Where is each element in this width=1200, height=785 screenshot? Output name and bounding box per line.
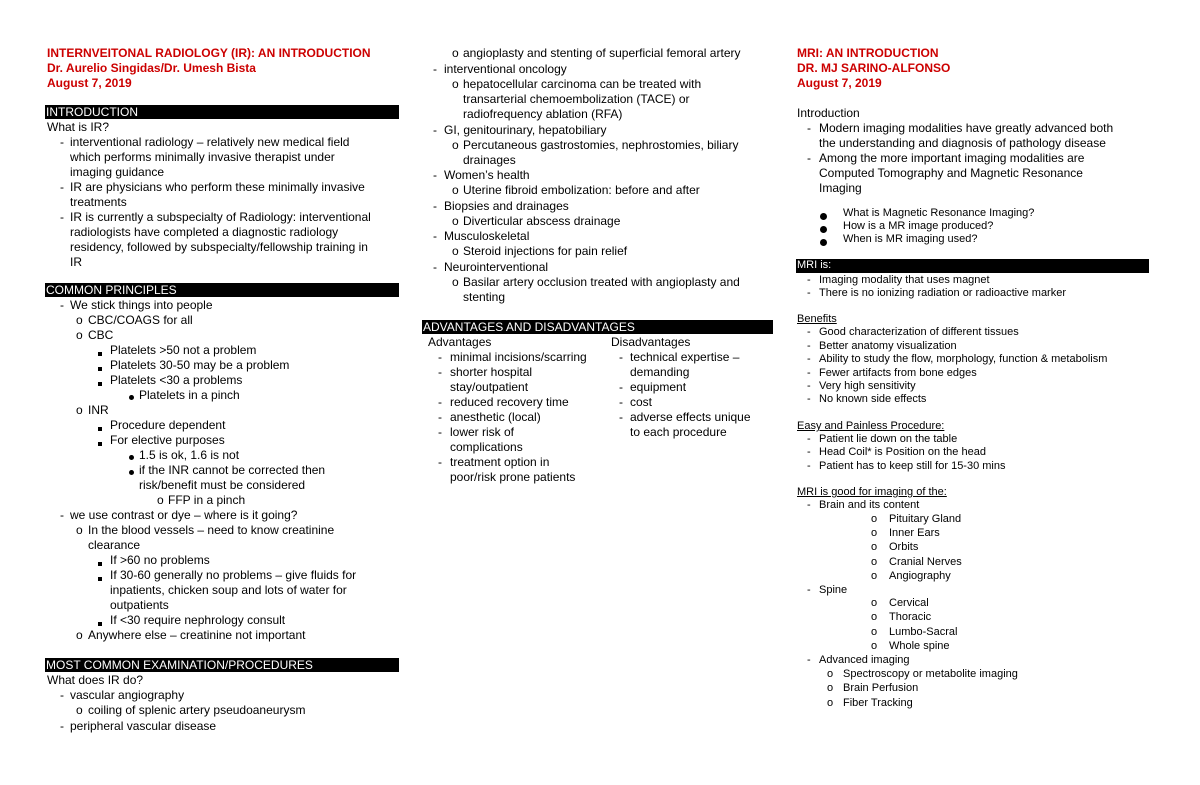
advantage-item: minimal incisions/scarring <box>450 350 587 364</box>
list-item: Patient lie down on the table <box>819 433 958 445</box>
dash-marker: - <box>60 180 64 194</box>
dash-marker: - <box>433 168 437 182</box>
question-item: How is a MR image produced? <box>843 220 994 232</box>
square-bullet-icon <box>98 345 102 360</box>
disadvantage-item: equipment <box>630 380 687 394</box>
list-item: We stick things into people <box>70 298 213 312</box>
dash-marker: - <box>60 210 64 224</box>
dash-marker: - <box>807 654 811 666</box>
list-item: Cranial Nerves <box>889 556 962 568</box>
circle-bullet-icon: o <box>452 138 459 152</box>
section-header-common-principles: COMMON PRINCIPLES <box>45 283 399 297</box>
list-item-cont: radiofrequency ablation (RFA) <box>463 107 623 121</box>
doc-title: INTERNVEITONAL RADIOLOGY (IR): AN INTRODUCTION <box>47 46 371 60</box>
section-header-mri-is: MRI is: <box>796 259 1149 273</box>
circle-bullet-icon: o <box>452 275 459 289</box>
advantage-item: reduced recovery time <box>450 395 569 409</box>
dash-marker: - <box>60 719 64 733</box>
list-item: Good characterization of different tissues <box>819 326 1019 338</box>
list-item: Whole spine <box>889 640 950 652</box>
list-item: Cervical <box>889 597 929 609</box>
list-item-cont: Imaging <box>819 181 862 195</box>
circle-bullet-icon: o <box>452 46 459 60</box>
list-item: Among the more important imaging modalities are <box>819 151 1085 165</box>
dash-marker: - <box>807 499 811 511</box>
square-bullet-icon <box>98 435 102 450</box>
dash-marker: - <box>807 584 811 596</box>
advantage-item-cont: poor/risk prone patients <box>450 470 576 484</box>
square-bullet-icon <box>98 420 102 435</box>
circle-bullet-icon: o <box>76 628 83 642</box>
square-bullet-icon <box>98 555 102 570</box>
dash-marker: - <box>60 688 64 702</box>
list-item: interventional radiology – relatively new medical field <box>70 135 350 149</box>
list-item: Platelets >50 not a problem <box>110 343 257 357</box>
list-item: Neurointerventional <box>444 260 549 274</box>
circle-bullet-icon: o <box>871 541 878 553</box>
list-item: CBC/COAGS for all <box>88 313 193 327</box>
list-item: peripheral vascular disease <box>70 719 217 733</box>
dash-marker: - <box>433 229 437 243</box>
circle-bullet-icon: o <box>871 570 878 582</box>
list-item: Platelets <30 a problems <box>110 373 243 387</box>
list-item-cont: transarterial chemoembolization (TACE) or <box>463 92 690 106</box>
dot-bullet-icon <box>129 449 134 464</box>
list-item: Fewer artifacts from bone edges <box>819 367 977 379</box>
list-item: angioplasty and stenting of superficial femoral artery <box>463 46 741 60</box>
disadvantages-title: Disadvantages <box>611 335 691 349</box>
dash-marker: - <box>438 350 442 364</box>
list-item: For elective purposes <box>110 433 225 447</box>
list-item: Musculoskeletal <box>444 229 530 243</box>
list-item-cont: radiologists have completed a diagnostic radiology <box>70 225 339 239</box>
dash-marker: - <box>619 350 623 364</box>
list-item: Steroid injections for pain relief <box>463 244 628 258</box>
list-item: Spectroscopy or metabolite imaging <box>843 668 1018 680</box>
square-bullet-icon <box>98 375 102 390</box>
advantage-item: treatment option in <box>450 455 550 469</box>
dash-marker: - <box>807 326 811 338</box>
dash-marker: - <box>807 274 811 286</box>
list-item: Brain and its content <box>819 499 920 511</box>
dash-marker: - <box>807 367 811 379</box>
list-item: If >60 no problems <box>110 553 210 567</box>
advantage-item: shorter hospital <box>450 365 533 379</box>
doc-date: August 7, 2019 <box>797 76 882 90</box>
advantage-item-cont: stay/outpatient <box>450 380 529 394</box>
dash-marker: - <box>619 395 623 409</box>
doc-authors: Dr. Aurelio Singidas/Dr. Umesh Bista <box>47 61 256 75</box>
list-item: Anywhere else – creatinine not important <box>88 628 306 642</box>
section-title-good-for: MRI is good for imaging of the: <box>797 486 947 498</box>
circle-bullet-icon: o <box>871 611 878 623</box>
section-header-exams: MOST COMMON EXAMINATION/PROCEDURES <box>45 658 399 672</box>
square-bullet-icon <box>98 360 102 375</box>
dash-marker: - <box>60 508 64 522</box>
section-title-benefits: Benefits <box>797 313 837 325</box>
list-item: Procedure dependent <box>110 418 226 432</box>
dash-marker: - <box>438 395 442 409</box>
circle-bullet-icon: o <box>871 626 878 638</box>
circle-bullet-icon: o <box>827 697 834 709</box>
advantages-title: Advantages <box>428 335 492 349</box>
list-item-cont: treatments <box>70 195 127 209</box>
section-header-introduction: INTRODUCTION <box>45 105 399 119</box>
dot-bullet-icon <box>820 235 827 250</box>
dash-marker: - <box>807 151 811 165</box>
list-item: Uterine fibroid embolization: before and after <box>463 183 700 197</box>
circle-bullet-icon: o <box>76 703 83 717</box>
doc-authors: DR. MJ SARINO-ALFONSO <box>797 61 951 75</box>
dash-marker: - <box>433 260 437 274</box>
list-item: Very high sensitivity <box>819 380 916 392</box>
dash-marker: - <box>433 199 437 213</box>
list-item: IR are physicians who perform these minimally invasive <box>70 180 365 194</box>
list-item: Angiography <box>889 570 951 582</box>
list-item: Pituitary Gland <box>889 513 962 525</box>
list-item: Fiber Tracking <box>843 697 913 709</box>
dash-marker: - <box>807 340 811 352</box>
list-item: Biopsies and drainages <box>444 199 569 213</box>
dash-marker: - <box>807 380 811 392</box>
list-item: Platelets in a pinch <box>139 388 240 402</box>
list-item: Imaging modality that uses magnet <box>819 274 990 286</box>
list-item: Patient has to keep still for 15-30 mins <box>819 460 1006 472</box>
dot-bullet-icon <box>129 389 134 404</box>
circle-bullet-icon: o <box>452 214 459 228</box>
list-item: Head Coil* is Position on the head <box>819 446 986 458</box>
doc-date: August 7, 2019 <box>47 76 132 90</box>
dash-marker: - <box>60 135 64 149</box>
circle-bullet-icon: o <box>452 77 459 91</box>
list-item-cont: Computed Tomography and Magnetic Resonance <box>819 166 1083 180</box>
list-item: IR is currently a subspecialty of Radiology: interventional <box>70 210 371 224</box>
dash-marker: - <box>619 410 623 424</box>
disadvantage-item: technical expertise – <box>630 350 740 364</box>
advantage-item: lower risk of <box>450 425 515 439</box>
list-item: If 30-60 generally no problems – give fluids for <box>110 568 357 582</box>
list-item: Better anatomy visualization <box>819 340 957 352</box>
circle-bullet-icon: o <box>827 682 834 694</box>
dash-marker: - <box>807 393 811 405</box>
list-item: Orbits <box>889 541 919 553</box>
circle-bullet-icon: o <box>871 597 878 609</box>
list-item: 1.5 is ok, 1.6 is not <box>139 448 240 462</box>
list-item: if the INR cannot be corrected then <box>139 463 326 477</box>
circle-bullet-icon: o <box>76 313 83 327</box>
dash-marker: - <box>807 121 811 135</box>
list-item-cont: the understanding and diagnosis of pathology disease <box>819 136 1106 150</box>
list-item-cont: which performs minimally invasive therapist under <box>70 150 335 164</box>
list-item: Inner Ears <box>889 527 940 539</box>
disadvantage-item-cont: to each procedure <box>630 425 727 439</box>
list-item-cont: outpatients <box>110 598 169 612</box>
section-title-easy-procedure: Easy and Painless Procedure: <box>797 420 945 432</box>
dash-marker: - <box>433 62 437 76</box>
circle-bullet-icon: o <box>452 183 459 197</box>
disadvantage-item-cont: demanding <box>630 365 690 379</box>
list-item-cont: inpatients, chicken soup and lots of water for <box>110 583 347 597</box>
list-item: Brain Perfusion <box>843 682 919 694</box>
list-item: There is no ionizing radiation or radioactive marker <box>819 287 1067 299</box>
circle-bullet-icon: o <box>76 403 83 417</box>
section-header-advantages: ADVANTAGES AND DISADVANTAGES <box>422 320 773 334</box>
list-item: Percutaneous gastrostomies, nephrostomies, biliary <box>463 138 739 152</box>
list-item-cont: risk/benefit must be considered <box>139 478 306 492</box>
list-item: Lumbo-Sacral <box>889 626 958 638</box>
question-item: When is MR imaging used? <box>843 233 978 245</box>
list-item: Platelets 30-50 may be a problem <box>110 358 290 372</box>
dash-marker: - <box>438 455 442 469</box>
dash-marker: - <box>619 380 623 394</box>
dash-marker: - <box>807 287 811 299</box>
list-item: hepatocellular carcinoma can be treated with <box>463 77 702 91</box>
list-item: INR <box>88 403 109 417</box>
list-item: Thoracic <box>889 611 932 623</box>
dot-bullet-icon <box>129 464 134 479</box>
dash-marker: - <box>807 446 811 458</box>
dash-marker: - <box>438 425 442 439</box>
circle-bullet-icon: o <box>871 556 878 568</box>
list-item: Ability to study the flow, morphology, function & metabolism <box>819 353 1108 365</box>
list-item: No known side effects <box>819 393 927 405</box>
question-what-is-ir: What is IR? <box>47 120 110 134</box>
list-item: we use contrast or dye – where is it going? <box>70 508 298 522</box>
list-item: GI, genitourinary, hepatobiliary <box>444 123 607 137</box>
list-item-cont: imaging guidance <box>70 165 165 179</box>
list-item: Diverticular abscess drainage <box>463 214 621 228</box>
list-item: Spine <box>819 584 848 596</box>
dash-marker: - <box>438 410 442 424</box>
dash-marker: - <box>807 353 811 365</box>
dash-marker: - <box>438 365 442 379</box>
dash-marker: - <box>433 123 437 137</box>
list-item: coiling of splenic artery pseudoaneurysm <box>88 703 306 717</box>
dash-marker: - <box>807 460 811 472</box>
list-item-cont: stenting <box>463 290 506 304</box>
circle-bullet-icon: o <box>871 640 878 652</box>
circle-bullet-icon: o <box>157 493 164 507</box>
square-bullet-icon <box>98 570 102 585</box>
list-item: Advanced imaging <box>819 654 910 666</box>
advantage-item-cont: complications <box>450 440 523 454</box>
list-item: If <30 require nephrology consult <box>110 613 286 627</box>
disadvantage-item: cost <box>630 395 653 409</box>
circle-bullet-icon: o <box>871 513 878 525</box>
list-item-cont: clearance <box>88 538 141 552</box>
disadvantage-item: adverse effects unique <box>630 410 751 424</box>
circle-bullet-icon: o <box>871 527 878 539</box>
circle-bullet-icon: o <box>827 668 834 680</box>
list-item: Basilar artery occlusion treated with angioplasty and <box>463 275 740 289</box>
list-item-cont: residency, followed by subspecialty/fellowship training in <box>70 240 368 254</box>
doc-title: MRI: AN INTRODUCTION <box>797 46 939 60</box>
question-item: What is Magnetic Resonance Imaging? <box>843 207 1035 219</box>
list-item: In the blood vessels – need to know creatinine <box>88 523 335 537</box>
dash-marker: - <box>807 433 811 445</box>
list-item: vascular angiography <box>70 688 185 702</box>
circle-bullet-icon: o <box>76 523 83 537</box>
advantage-item: anesthetic (local) <box>450 410 541 424</box>
list-item: interventional oncology <box>444 62 567 76</box>
question-what-does-ir-do: What does IR do? <box>47 673 144 687</box>
list-item: FFP in a pinch <box>168 493 246 507</box>
list-item: Women’s health <box>444 168 530 182</box>
list-item: CBC <box>88 328 114 342</box>
list-item-cont: IR <box>70 255 82 269</box>
circle-bullet-icon: o <box>76 328 83 342</box>
section-title-introduction: Introduction <box>797 106 860 120</box>
circle-bullet-icon: o <box>452 244 459 258</box>
list-item: Modern imaging modalities have greatly advanced both <box>819 121 1114 135</box>
dash-marker: - <box>60 298 64 312</box>
list-item-cont: drainages <box>463 153 516 167</box>
